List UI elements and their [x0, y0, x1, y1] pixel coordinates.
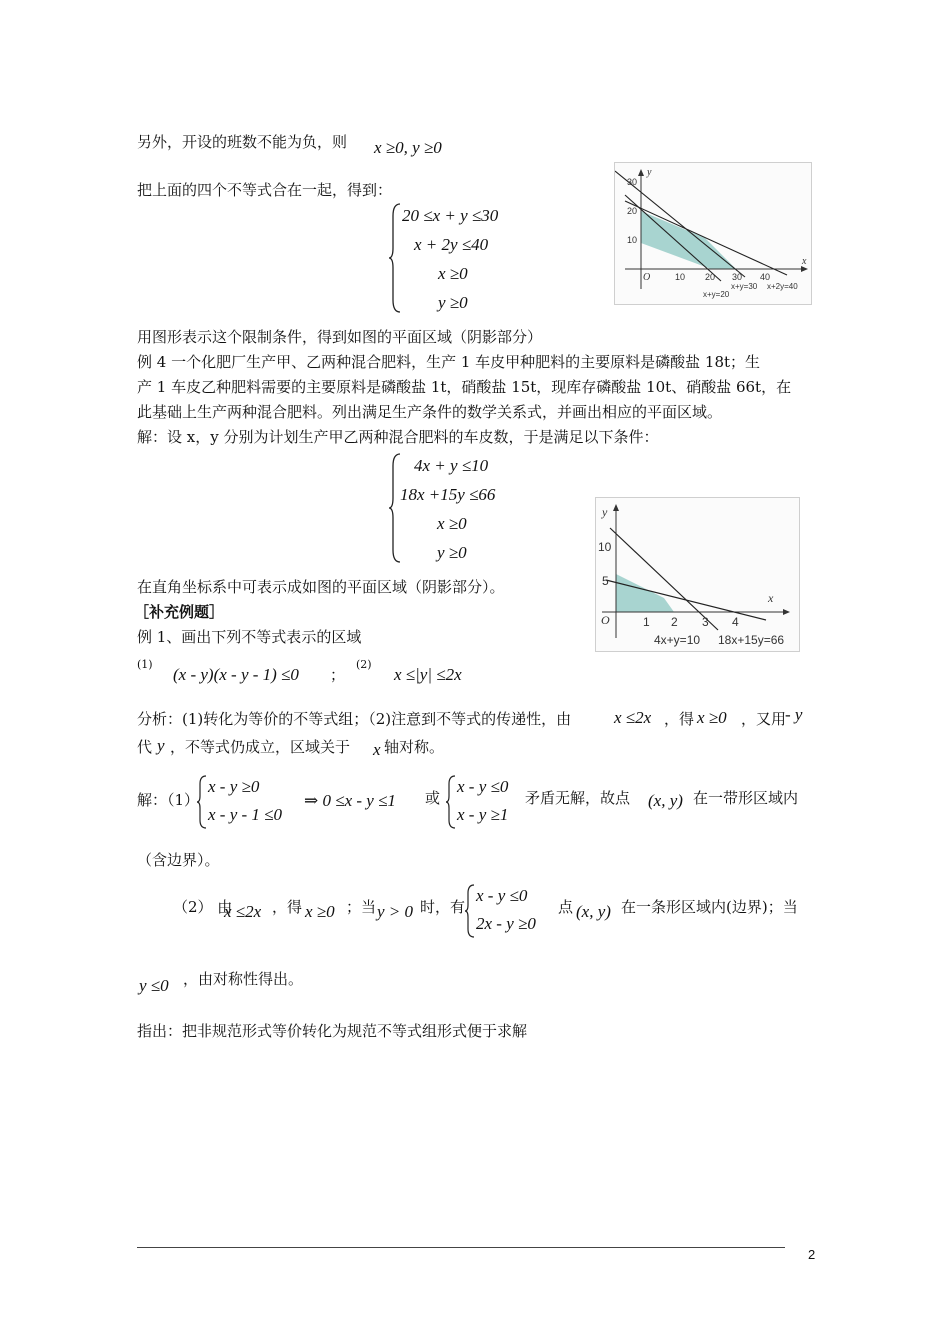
fig1-ytick-30: 30 [627, 177, 638, 187]
fig2-label-line1: 4x+y=10 [654, 633, 701, 647]
example4-line-1: 例 4 一个化肥厂生产甲、乙两种混合肥料，生产 1 车皮甲种肥料的主要原料是磷酸盐 18t；生 [137, 353, 761, 371]
figure-1-region [614, 162, 812, 305]
fig1-label-line3: x+y=20 [703, 290, 730, 299]
analysis-math-4: y [157, 736, 165, 755]
fig1-xtick-40: 40 [760, 272, 771, 282]
solution2-text-2: ；当 [346, 898, 377, 916]
fig1-label-line2: x+2y=40 [767, 282, 798, 291]
math-nonnegative: x ≥0, y ≥0 [374, 138, 442, 157]
fig1-ylabel: y [647, 167, 652, 178]
system2-row-3: x ≥0 [437, 514, 467, 533]
example1-num-2: (2) [356, 658, 372, 671]
solution1-brace-b [445, 774, 457, 830]
analysis-math-5: x [373, 740, 381, 759]
supplementary-heading: ［补充例题］ [134, 603, 225, 621]
fig1-xtick-10: 10 [675, 272, 686, 282]
fig1-xtick-20: 20 [705, 272, 716, 282]
solution2-point: (x, y) [576, 902, 611, 921]
system1-row-2: x + 2y ≤40 [414, 235, 489, 254]
solution2-text-1: ，得 [272, 898, 303, 916]
paragraph-combine: 把上面的四个不等式合在一起，得到： [137, 181, 393, 199]
paragraph-nonnegative: 另外，开设的班数不能为负，则 [137, 133, 348, 151]
fig1-origin: O [643, 272, 651, 283]
analysis-math-3: - y [785, 705, 803, 724]
example1-expr-2: x ≤|y| ≤2x [394, 665, 462, 684]
solution1-point: (x, y) [648, 791, 683, 810]
example1-title: 例 1、画出下列不等式表示的区域 [137, 628, 362, 646]
solution2-math-2: x ≥0 [305, 902, 335, 921]
system2-row-1: 4x + y ≤10 [414, 456, 489, 475]
solution1-b1: x - y ≤0 [457, 777, 509, 796]
fig1-xtick-30: 30 [732, 272, 743, 282]
solution2-text-4: 点 [558, 898, 574, 916]
analysis-text-3: ，又用 [741, 710, 787, 728]
solution1-a1: x - y ≥0 [208, 777, 260, 796]
example4-line-4: 解：设 x，y 分别为计划生产甲乙两种混合肥料的车皮数，于是满足以下条件： [137, 428, 659, 446]
analysis-text-6: 轴对称。 [384, 738, 445, 756]
solution1-implies: ⇒ 0 ≤x - y ≤1 [304, 791, 396, 810]
solution1-text-1: 矛盾无解，故点 [525, 789, 631, 807]
solution2-brace [464, 883, 476, 939]
page-number: 2 [808, 1247, 816, 1262]
example4-line-3: 此基础上生产两种混合肥料。列出满足生产条件的数学关系式，并画出相应的平面区域。 [137, 403, 723, 421]
fig1-ytick-10: 10 [627, 235, 638, 245]
solution2-text-6: ，由对称性得出。 [183, 970, 304, 988]
fig2-label-line2: 18x+15y=66 [718, 633, 785, 647]
example1-semicolon: ； [330, 666, 346, 684]
fig2-xtick-3: 3 [702, 615, 709, 629]
solution1-a2: x - y - 1 ≤0 [208, 805, 282, 824]
system2-row-2: 18x +15y ≤66 [400, 485, 496, 504]
figure-1-svg [615, 163, 811, 304]
fig2-xtick-4: 4 [732, 615, 739, 629]
solution2-cond-1: x - y ≤0 [476, 886, 528, 905]
solution1-text-3: （含边界）。 [137, 851, 220, 869]
solution2-text-3: 时，有 [420, 898, 466, 916]
solution2-math-4: y ≤0 [139, 976, 169, 995]
system1-brace [388, 202, 402, 314]
fig2-ytick-10: 10 [598, 540, 612, 554]
system2-row-4: y ≥0 [437, 543, 467, 562]
fig2-xtick-2: 2 [671, 615, 678, 629]
system2-brace [388, 452, 402, 564]
solution1-text-2: 在一带形区域内 [693, 789, 799, 807]
example4-line-2: 产 1 车皮乙种肥料需要的主要原料是磷酸盐 1t，硝酸盐 15t，现库存磷酸盐 10t、硝酸盐 66t，在 [137, 378, 792, 396]
solution1-label: 解：（1） [137, 791, 200, 809]
analysis-math-1: x ≤2x [614, 708, 652, 727]
figure-2-svg [596, 498, 799, 651]
fig1-label-line1: x+y=30 [731, 282, 758, 291]
analysis-text-5: ，不等式仍成立，区域关于 [170, 738, 351, 756]
example1-num-1: (1) [137, 658, 153, 671]
note-paragraph: 指出：把非规范形式等价转化为规范不等式组形式便于求解 [137, 1022, 528, 1040]
system1-row-3: x ≥0 [438, 264, 468, 283]
solution2-text-5: 在一条形区域内(边界)；当 [621, 898, 798, 916]
fig2-xtick-1: 1 [643, 615, 650, 629]
solution2-label: （2） 由 [173, 898, 233, 916]
solution1-brace-a [196, 774, 208, 830]
solution2-cond-2: 2x - y ≥0 [476, 914, 536, 933]
paragraph-region-desc: 用图形表示这个限制条件，得到如图的平面区域（阴影部分） [137, 328, 543, 346]
solution1-or: 或 [425, 789, 441, 807]
fig2-xlabel: x [768, 591, 774, 605]
analysis-text-2: ，得 [664, 710, 695, 728]
fig1-ytick-20: 20 [627, 206, 638, 216]
paragraph-region-desc-2: 在直角坐标系中可表示成如图的平面区域（阴影部分）。 [137, 578, 505, 596]
analysis-text-4: 代 [137, 738, 153, 756]
system1-row-4: y ≥0 [438, 293, 468, 312]
fig1-xlabel: x [802, 256, 807, 267]
footer-divider [137, 1247, 785, 1248]
solution2-math-1: x ≤2x [224, 902, 262, 921]
analysis-math-2: x ≥0 [697, 708, 727, 727]
fig2-ylabel: y [602, 505, 608, 519]
fig2-origin: O [601, 613, 610, 627]
solution1-b2: x - y ≥1 [457, 805, 509, 824]
system1-row-1: 20 ≤x + y ≤30 [402, 206, 499, 225]
example1-expr-1: (x - y)(x - y - 1) ≤0 [173, 665, 299, 684]
analysis-text-1: 分析：(1)转化为等价的不等式组；（2)注意到不等式的传递性，由 [137, 710, 572, 728]
solution2-math-3: y > 0 [377, 902, 414, 921]
fig1-shaded-region [641, 211, 736, 269]
figure-2-region [595, 497, 800, 652]
fig2-ytick-5: 5 [602, 574, 609, 588]
